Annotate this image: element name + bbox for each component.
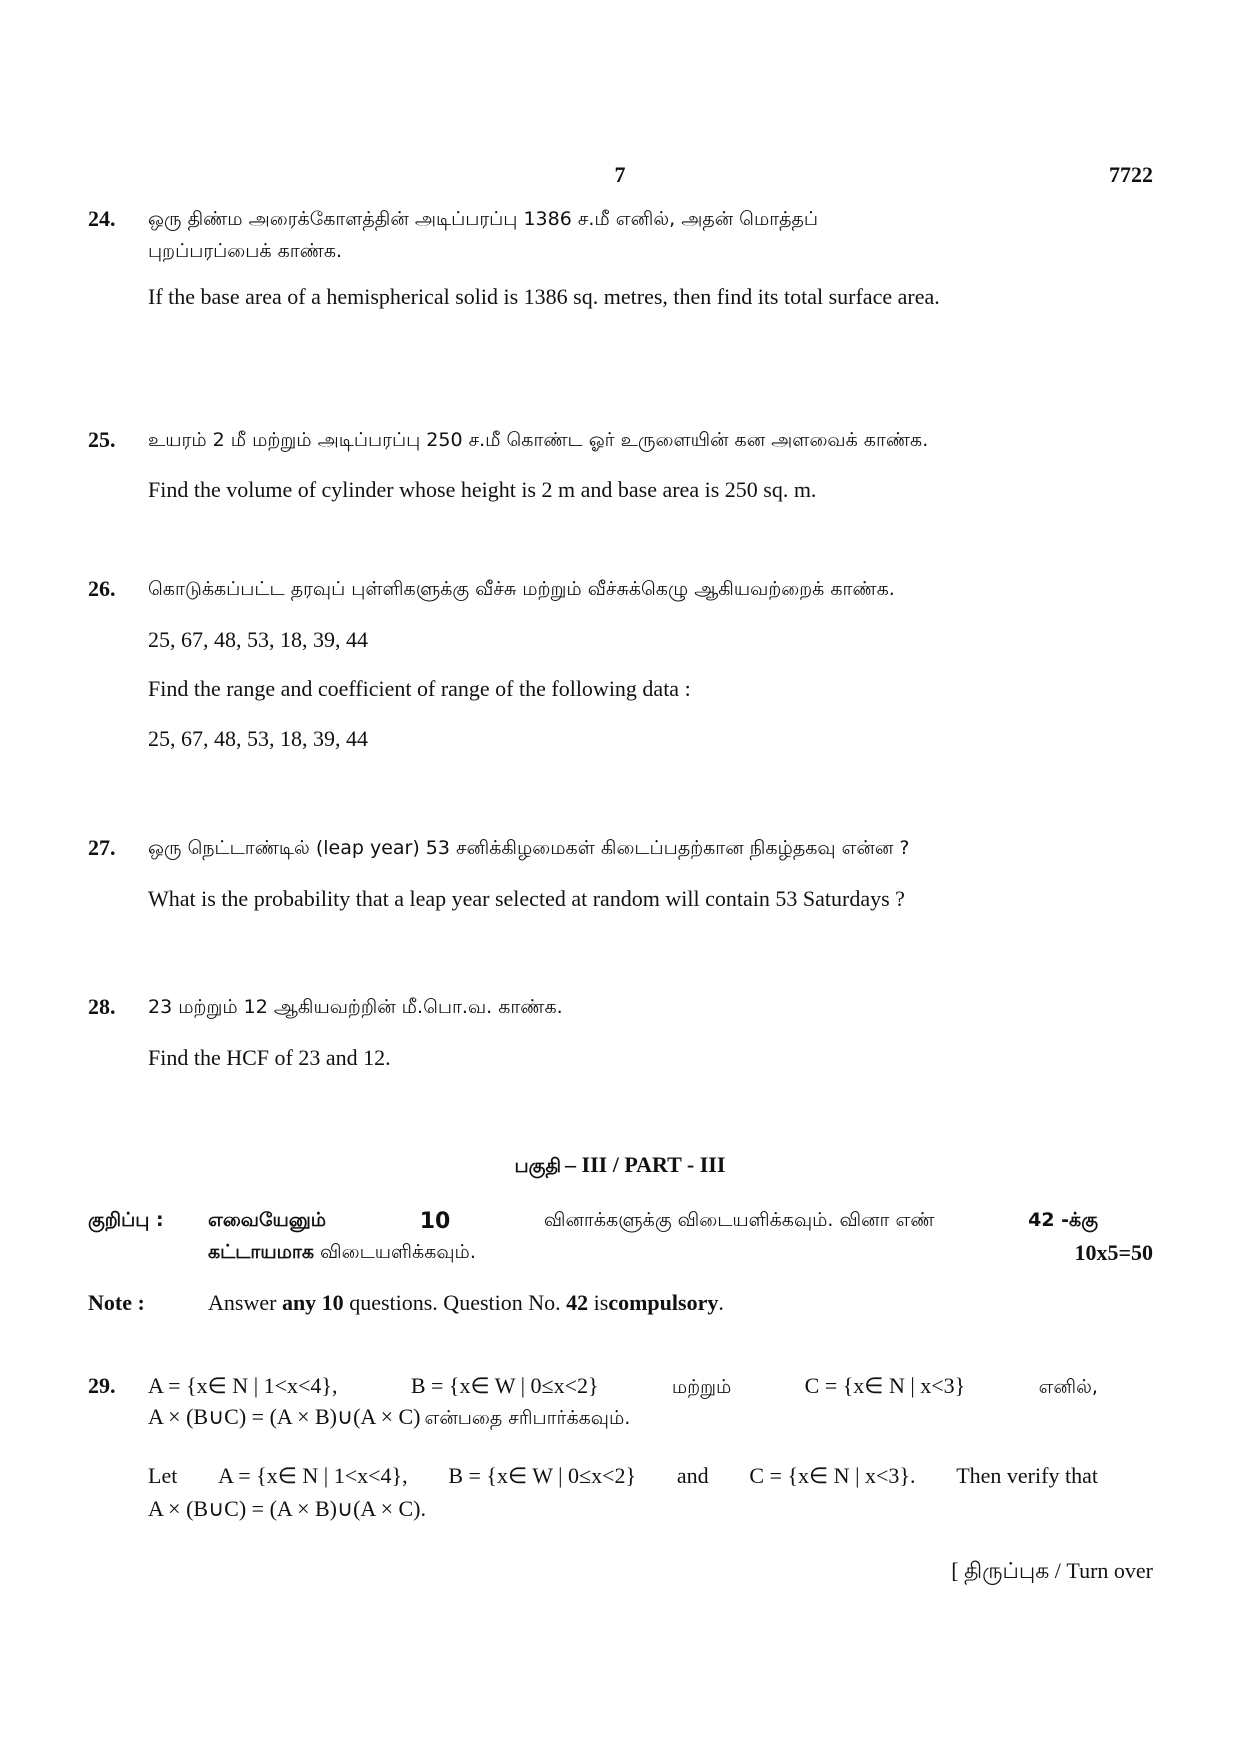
- note-tamil-count: 10: [419, 1209, 451, 1234]
- question-tamil-text: புறப்பரப்பைக் காண்க.: [148, 240, 343, 262]
- note-questions: questions. Question No.: [349, 1290, 561, 1315]
- note-tamil-compulsory: கட்டாயமாக: [208, 1241, 314, 1263]
- question-number: 25.: [88, 427, 116, 452]
- english-then-verify: Then verify that: [956, 1463, 1098, 1488]
- question-tamil-sets-line: [148, 1373, 1098, 1401]
- note-label-tamil: குறிப்பு :: [88, 1209, 164, 1231]
- set-identity-english: A × (B∪C) = (A × B)∪(A × C).: [148, 1496, 427, 1521]
- question-number: 26.: [88, 576, 116, 601]
- question-english-text: What is the probability that a leap year selected at random will contain 53 Saturdays ?: [148, 886, 905, 911]
- question-english-text: If the base area of a hemispherical solid is 1386 sq. metres, then find its total surface area.: [148, 284, 940, 309]
- verify-tamil: என்பதை சரிபார்க்கவும்.: [424, 1407, 631, 1429]
- set-c-definition: C = {x∈ N | x<3}.: [749, 1463, 916, 1488]
- question-tamil-identity-line: [148, 1404, 630, 1432]
- set-b-definition: B = {x∈ W | 0≤x<2}: [448, 1463, 637, 1488]
- turn-over-label: [ திருப்புக / Turn over: [951, 1558, 1153, 1583]
- note-answer: Answer: [208, 1290, 277, 1315]
- question-english-text: Find the range and coefficient of range of the following data :: [148, 676, 691, 701]
- question-data-values: 25, 67, 48, 53, 18, 39, 44: [148, 627, 368, 652]
- set-identity: A × (B∪C) = (A × B)∪(A × C): [148, 1404, 421, 1429]
- question-number: 27.: [88, 835, 116, 860]
- marks-allocation: 10x5=50: [1074, 1240, 1153, 1265]
- question-data-values: 25, 67, 48, 53, 18, 39, 44: [148, 726, 368, 751]
- note-question-number: 42: [566, 1290, 589, 1315]
- english-let: Let: [148, 1463, 178, 1488]
- question-tamil-text: 23 மற்றும் 12 ஆகியவற்றின் மீ.பொ.வ. காண்க.: [148, 996, 563, 1018]
- page-number: 7: [614, 162, 626, 187]
- question-number: 24.: [88, 206, 116, 231]
- note-english-text: [208, 1290, 724, 1316]
- set-c-definition: C = {x∈ N | x<3}: [804, 1373, 966, 1398]
- note-label: Note :: [88, 1290, 145, 1315]
- note-tamil-line-2: [208, 1241, 476, 1266]
- note-period: .: [718, 1290, 724, 1315]
- note-tamil-answer: விடையளிக்கவும்.: [320, 1241, 476, 1263]
- note-compulsory: compulsory: [608, 1290, 719, 1315]
- section-heading-tamil: பகுதி: [514, 1155, 562, 1177]
- question-tamil-text: கொடுக்கப்பட்ட தரவுப் புள்ளிகளுக்கு வீச்சு மற்றும் வீச்சுக்கெழு ஆகியவற்றைக் காண்க.: [148, 578, 895, 600]
- section-heading-english: – III / PART - III: [565, 1152, 726, 1177]
- note-tamil-line: [208, 1209, 1098, 1234]
- question-tamil-text: ஒரு திண்ம அரைக்கோளத்தின் அடிப்பரப்பு 1386 ச.மீ எனில், அதன் மொத்தப்: [148, 208, 819, 230]
- question-english-text: Find the HCF of 23 and 12.: [148, 1045, 391, 1070]
- question-english-sets-line: [148, 1463, 1098, 1489]
- paper-code: 7722: [1109, 162, 1153, 187]
- note-tamil-any: எவையேனும்: [208, 1209, 327, 1231]
- question-tamil-text: ஒரு நெட்டாண்டில் (leap year) 53 சனிக்கிழமைகள் கிடைப்பதற்கான நிகழ்தகவு என்ன ?: [148, 837, 910, 859]
- section-heading: [0, 1152, 1240, 1180]
- set-a-definition: A = {x∈ N | 1<x<4},: [148, 1373, 338, 1398]
- note-tamil-instruction: வினாக்களுக்கு விடையளிக்கவும். வினா எண்: [543, 1209, 935, 1231]
- note-tamil-compulsory-number: 42 -க்கு: [1028, 1209, 1098, 1231]
- question-tamil-text: உயரம் 2 மீ மற்றும் அடிப்பரப்பு 250 ச.மீ கொண்ட ஓர் உருளையின் கன அளவைக் காண்க.: [148, 429, 929, 451]
- and-tamil: மற்றும்: [671, 1376, 732, 1398]
- question-number: 29.: [88, 1373, 116, 1398]
- if-tamil: எனில்,: [1038, 1376, 1098, 1398]
- english-and: and: [676, 1463, 709, 1488]
- note-is: is: [593, 1290, 609, 1315]
- question-number: 28.: [88, 994, 116, 1019]
- set-a-definition: A = {x∈ N | 1<x<4},: [218, 1463, 408, 1488]
- question-english-text: Find the volume of cylinder whose height is 2 m and base area is 250 sq. m.: [148, 477, 817, 502]
- set-b-definition: B = {x∈ W | 0≤x<2}: [410, 1373, 599, 1398]
- note-any-count: any 10: [281, 1290, 344, 1315]
